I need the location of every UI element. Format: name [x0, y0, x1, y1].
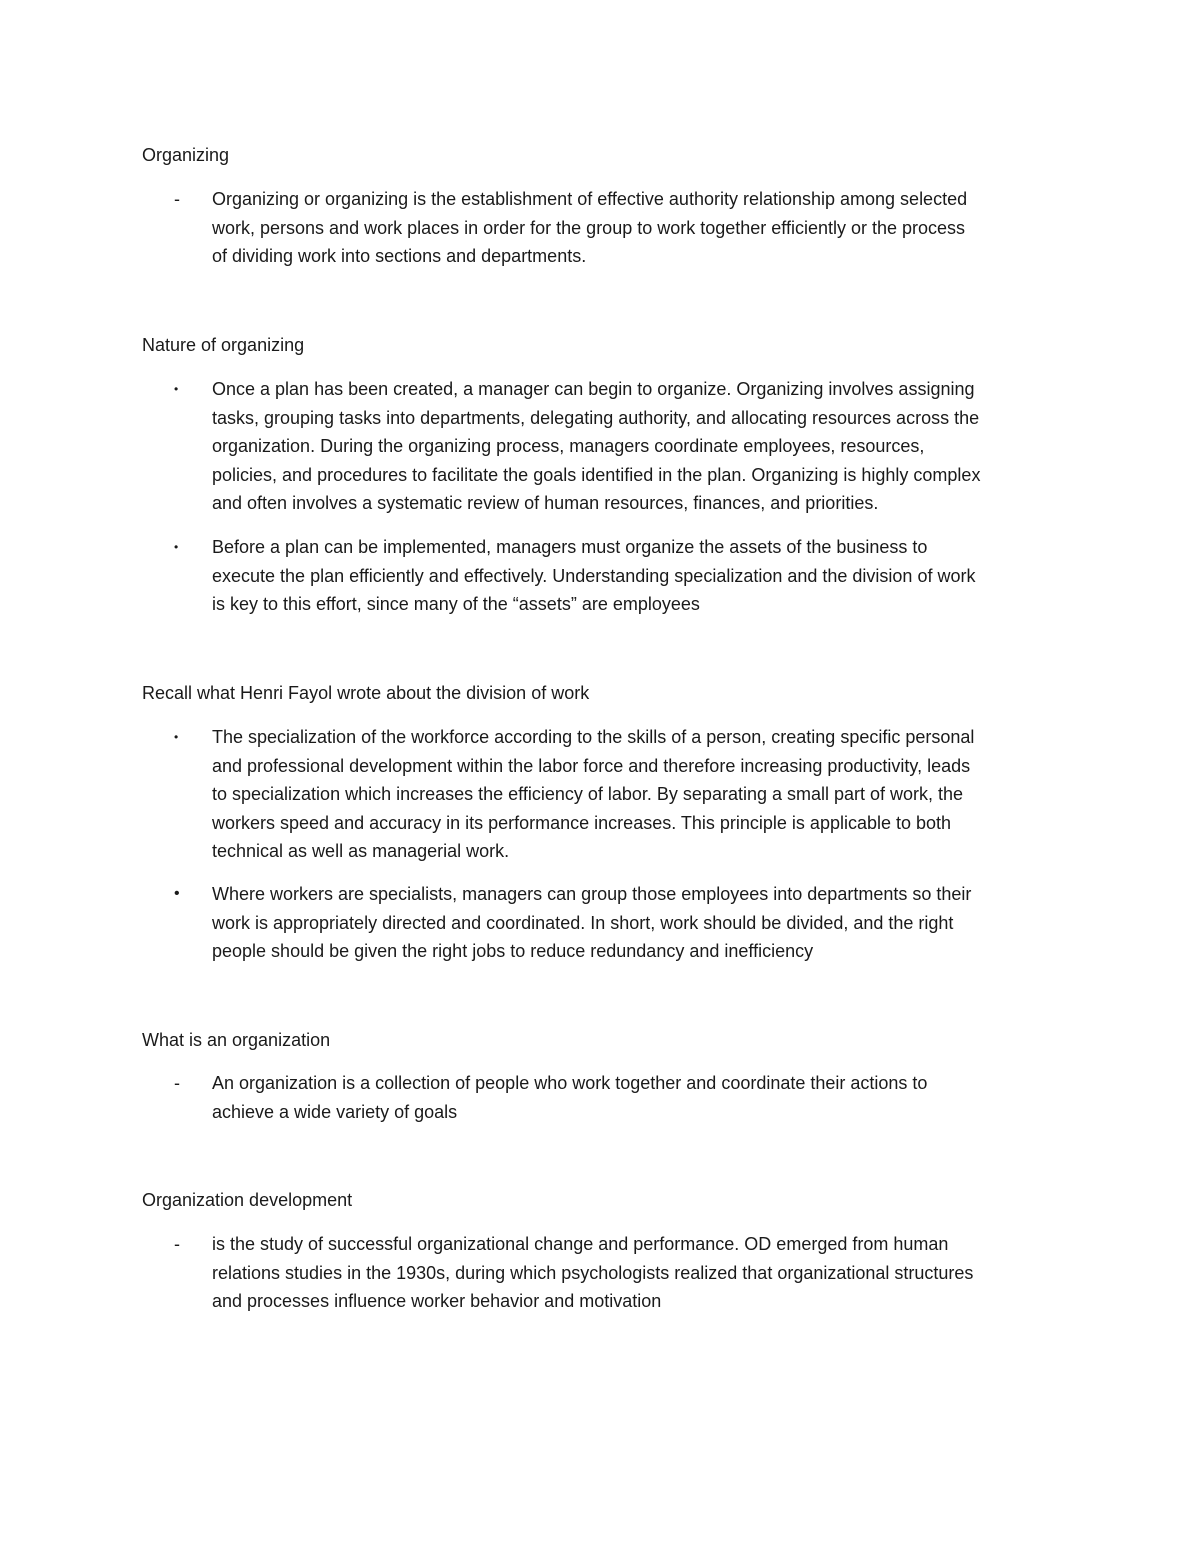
text-line: Where workers are specialists, managers can group those employees into departments so their [212, 884, 972, 904]
text-line: of dividing work into sections and departments. [212, 246, 587, 267]
text-line: technical as well as managerial work. [212, 841, 510, 862]
text-line: is the study of successful organizational change and performance. OD emerged from human [212, 1234, 949, 1254]
list-item-text [212, 880, 1062, 966]
text-line: work is appropriately directed and coordinated. In short, work should be divided, and the right [212, 912, 954, 933]
section-heading-what-is-an-organization: What is an organization [142, 1030, 331, 1050]
text-line: An organization is a collection of people who work together and coordinate their actions to [212, 1073, 928, 1093]
text-line: Before a plan can be implemented, managers must organize the assets of the business to [212, 537, 928, 557]
list-item-text [212, 1069, 1062, 1126]
bullet-marker: • [174, 730, 179, 744]
list-item-text [212, 185, 1062, 271]
text-line: and often involves a systematic review of human resources, finances, and priorities. [212, 493, 879, 514]
list-item-text [212, 723, 1062, 866]
dash-marker: - [174, 189, 180, 209]
text-line: workers speed and accuracy in its performance increases. This principle is applicable to both [212, 812, 952, 833]
text-line: Organizing or organizing is the establishment of effective authority relationship among selected [212, 189, 968, 209]
section-heading-organization-development: Organization development [142, 1190, 353, 1210]
list-item-text [212, 1230, 1062, 1316]
bullet-marker: • [174, 540, 179, 554]
section-heading-nature-of-organizing: Nature of organizing [142, 335, 305, 355]
text-line: policies, and procedures to facilitate the goals identified in the plan. Organizing is highly complex [212, 464, 981, 485]
list-item-text [212, 533, 1062, 619]
text-line: achieve a wide variety of goals [212, 1101, 458, 1122]
text-line: execute the plan efficiently and effectively. Understanding specialization and the division of work [212, 565, 976, 586]
bullet-marker: • [174, 382, 179, 396]
text-line: The specialization of the workforce according to the skills of a person, creating specific personal [212, 727, 975, 747]
text-line: and processes influence worker behavior and motivation [212, 1291, 662, 1312]
text-line: Once a plan has been created, a manager can begin to organize. Organizing involves assigning [212, 379, 975, 399]
section-heading-henri-fayol: Recall what Henri Fayol wrote about the division of work [142, 683, 590, 703]
dash-marker: - [174, 1073, 180, 1093]
text-line: is key to this effort, since many of the “assets” are employees [212, 594, 700, 615]
text-line: to specialization which increases the efficiency of labor. By separating a small part of work, the [212, 784, 964, 805]
text-line: and professional development within the labor force and therefore increasing productivity, leads [212, 755, 971, 776]
list-item-text [212, 375, 1062, 518]
section-heading-organizing: Organizing [142, 145, 230, 165]
bullet-marker: • [174, 885, 180, 902]
text-line: tasks, grouping tasks into departments, delegating authority, and allocating resources across the [212, 407, 980, 428]
dash-marker: - [174, 1234, 180, 1254]
text-line: relations studies in the 1930s, during which psychologists realized that organizational structures [212, 1262, 974, 1283]
text-line: work, persons and work places in order for the group to work together efficiently or the process [212, 217, 966, 238]
text-line: organization. During the organizing process, managers coordinate employees, resources, [212, 436, 925, 457]
text-line: people should be given the right jobs to reduce redundancy and inefficiency [212, 941, 814, 962]
